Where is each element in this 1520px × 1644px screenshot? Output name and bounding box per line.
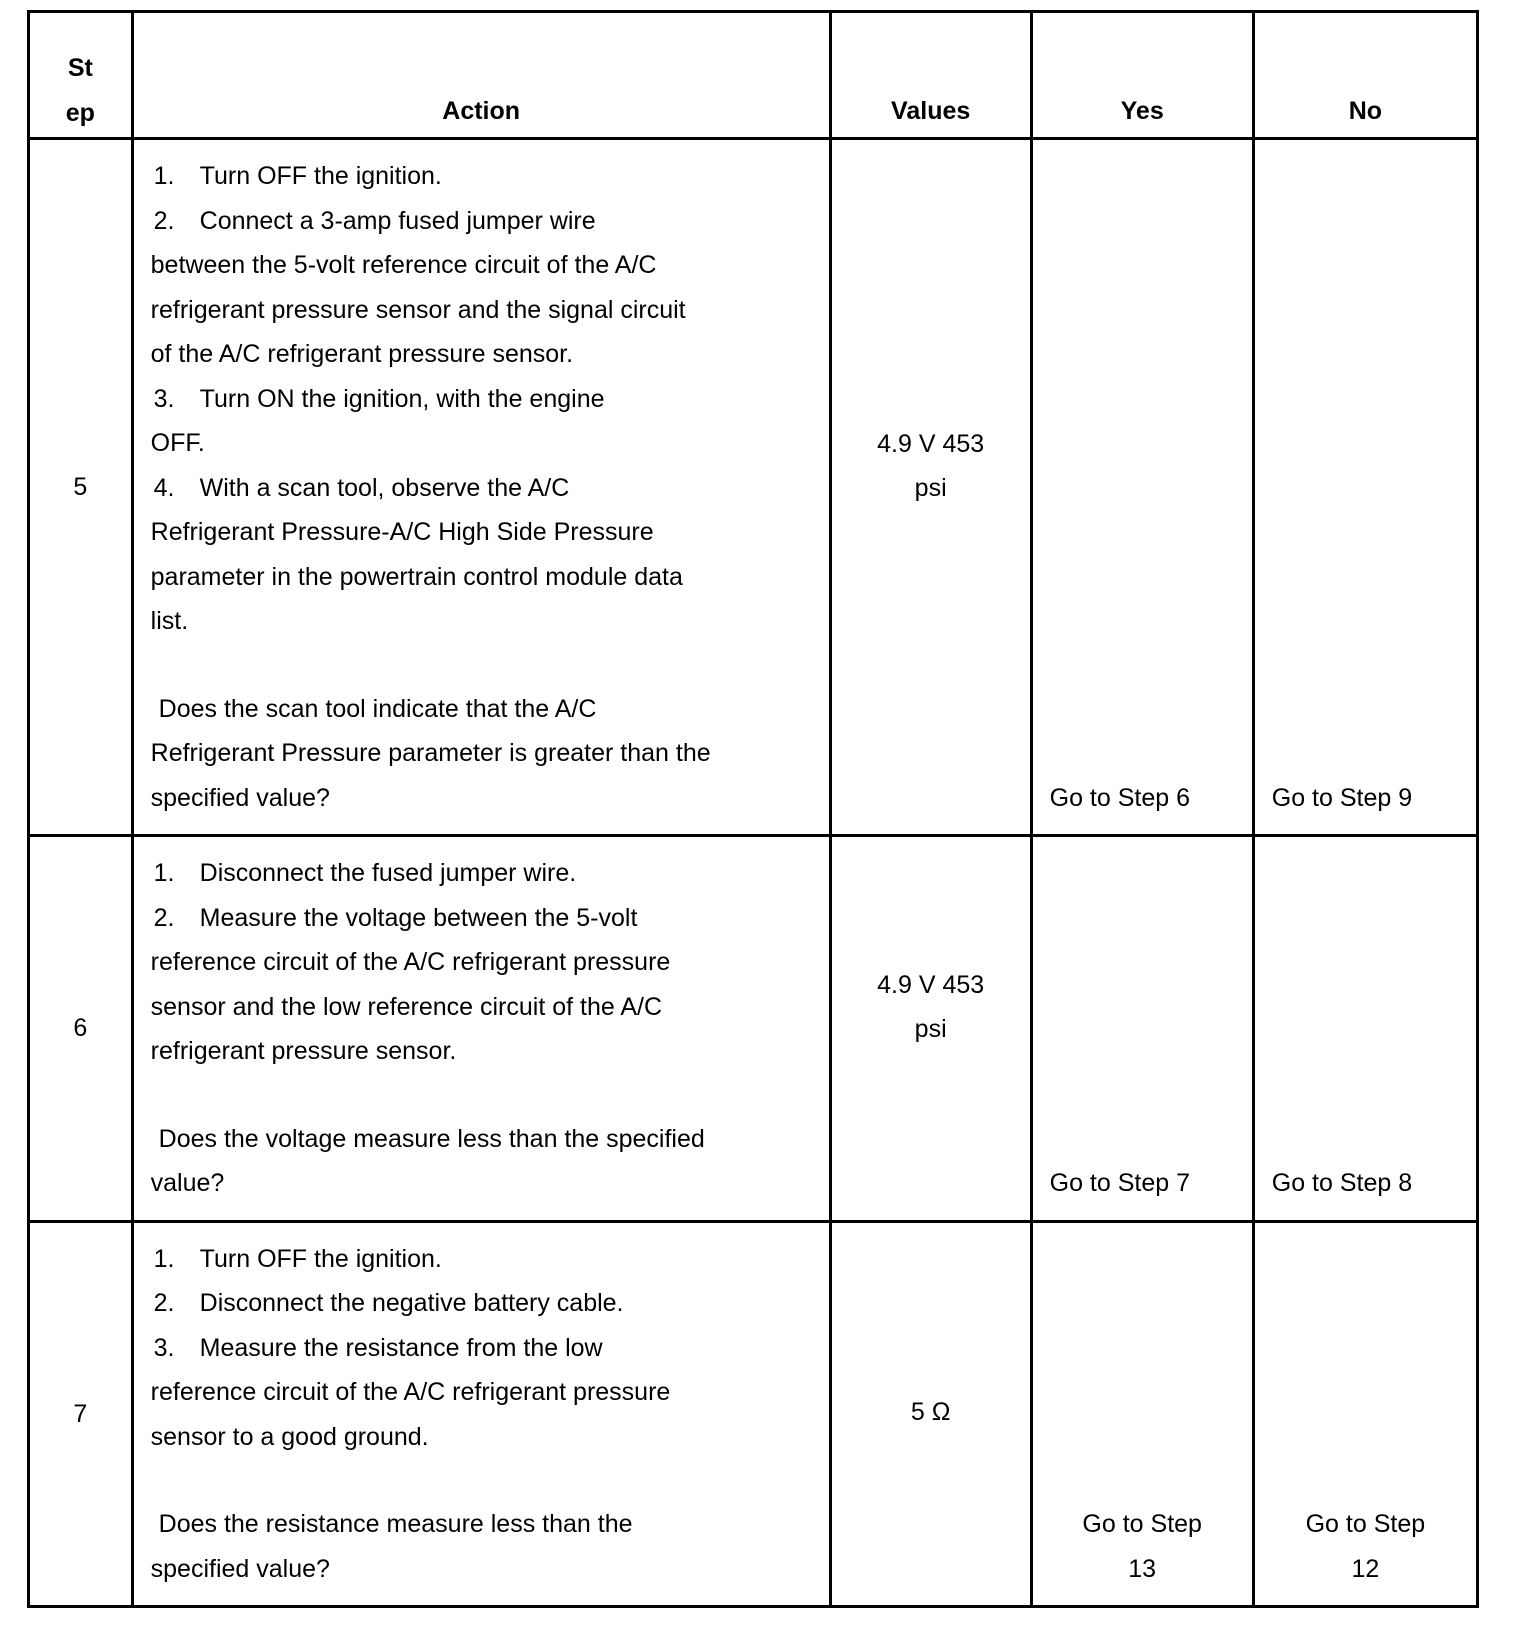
header-action: Action xyxy=(132,12,830,139)
action-item xyxy=(151,1326,809,1371)
yes-step-link: Go to Step 7 xyxy=(1049,1169,1191,1197)
action-item-text: Disconnect the fused jumper wire. xyxy=(199,859,577,887)
value-text: 4.9 V 453 xyxy=(877,970,985,999)
action-item-number: 2. xyxy=(153,903,175,932)
action-cell xyxy=(132,1221,830,1607)
action-item-number: 2. xyxy=(153,206,175,235)
action-item-text: Turn ON the ignition, with the engine xyxy=(199,384,605,413)
action-item-number: 1. xyxy=(153,1244,175,1273)
action-item-continuation: Refrigerant Pressure-A/C High Side Pressure xyxy=(150,518,654,546)
no-cell xyxy=(1253,1221,1477,1607)
action-item-text: Turn OFF the ignition. xyxy=(199,162,442,190)
question-text: value? xyxy=(150,1169,225,1197)
no-step-link: Go to Step 9 xyxy=(1271,783,1413,812)
action-item xyxy=(151,377,809,422)
yes-cell xyxy=(1031,139,1253,836)
no-step-link: Go to Step 8 xyxy=(1271,1169,1413,1197)
action-cell xyxy=(132,836,830,1222)
action-item-continuation: of the A/C refrigerant pressure sensor. xyxy=(150,340,574,368)
action-cell xyxy=(132,139,830,836)
no-step-link: Go to Step xyxy=(1305,1510,1426,1538)
action-item-continuation: reference circuit of the A/C refrigerant pressure xyxy=(150,1378,671,1406)
table-row xyxy=(29,836,1478,1222)
step-number: 7 xyxy=(29,1221,133,1607)
action-item-number: 3. xyxy=(153,384,175,413)
action-item-continuation: refrigerant pressure sensor and the signal circuit xyxy=(150,295,686,324)
header-yes: Yes xyxy=(1031,12,1253,139)
value-text: 5 Ω xyxy=(910,1397,951,1426)
yes-step-link: Go to Step xyxy=(1082,1510,1202,1538)
action-item-number: 1. xyxy=(153,859,175,887)
action-item xyxy=(151,1281,809,1326)
action-item-continuation: OFF. xyxy=(150,429,205,457)
diagnostic-table xyxy=(27,10,1479,1608)
value-text: 4.9 V 453 xyxy=(877,429,985,458)
header-step-line1: St xyxy=(67,54,93,82)
values-cell xyxy=(830,836,1031,1222)
values-cell xyxy=(830,1221,1031,1607)
action-item-continuation: list. xyxy=(150,607,189,635)
table-row xyxy=(29,1221,1478,1607)
action-item-continuation: sensor to a good ground. xyxy=(150,1422,429,1451)
header-values: Values xyxy=(830,12,1031,139)
question-text: Does the scan tool indicate that the A/C xyxy=(158,694,597,723)
action-item xyxy=(151,154,809,199)
action-item-continuation: parameter in the powertrain control module data xyxy=(150,562,683,591)
question-text: specified value? xyxy=(150,783,330,812)
action-item xyxy=(151,466,809,511)
no-cell xyxy=(1253,139,1477,836)
action-item-continuation: between the 5-volt reference circuit of the A/C xyxy=(150,251,657,279)
action-item xyxy=(151,1237,809,1282)
header-no: No xyxy=(1253,12,1477,139)
action-item xyxy=(151,199,809,244)
action-item-number: 2. xyxy=(153,1289,175,1317)
value-text: psi xyxy=(914,1015,947,1044)
action-item-continuation: sensor and the low reference circuit of the A/C xyxy=(150,992,663,1021)
step-number: 6 xyxy=(29,836,133,1222)
question-text: Refrigerant Pressure parameter is greater than the xyxy=(150,739,711,767)
action-item-text: Measure the voltage between the 5-volt xyxy=(199,903,638,932)
table-row xyxy=(29,139,1478,836)
value-text: psi xyxy=(914,474,947,502)
action-item-number: 4. xyxy=(153,473,175,502)
question-text: Does the resistance measure less than the xyxy=(158,1510,633,1538)
yes-step-number: 13 xyxy=(1128,1554,1157,1583)
yes-cell xyxy=(1031,836,1253,1222)
step-number: 5 xyxy=(29,139,133,836)
no-cell xyxy=(1253,836,1477,1222)
action-item xyxy=(151,851,809,896)
header-row xyxy=(29,12,1478,139)
yes-cell xyxy=(1031,1221,1253,1607)
action-item-text: Turn OFF the ignition. xyxy=(199,1244,442,1273)
action-item-text: Disconnect the negative battery cable. xyxy=(199,1289,624,1317)
action-item-text: With a scan tool, observe the A/C xyxy=(199,473,570,502)
no-step-number: 12 xyxy=(1351,1554,1380,1583)
question-text: specified value? xyxy=(150,1554,330,1583)
header-step-line2: ep xyxy=(65,98,95,127)
action-item-continuation: refrigerant pressure sensor. xyxy=(150,1037,457,1065)
header-step xyxy=(29,12,133,139)
question-text: Does the voltage measure less than the specified xyxy=(158,1124,705,1153)
action-item xyxy=(151,896,809,941)
values-cell xyxy=(830,139,1031,836)
action-item-text: Measure the resistance from the low xyxy=(199,1333,603,1362)
yes-step-link: Go to Step 6 xyxy=(1049,783,1191,812)
action-item-continuation: reference circuit of the A/C refrigerant pressure xyxy=(150,948,671,976)
action-item-text: Connect a 3-amp fused jumper wire xyxy=(199,206,596,235)
action-item-number: 1. xyxy=(153,162,175,190)
action-item-number: 3. xyxy=(153,1333,175,1362)
